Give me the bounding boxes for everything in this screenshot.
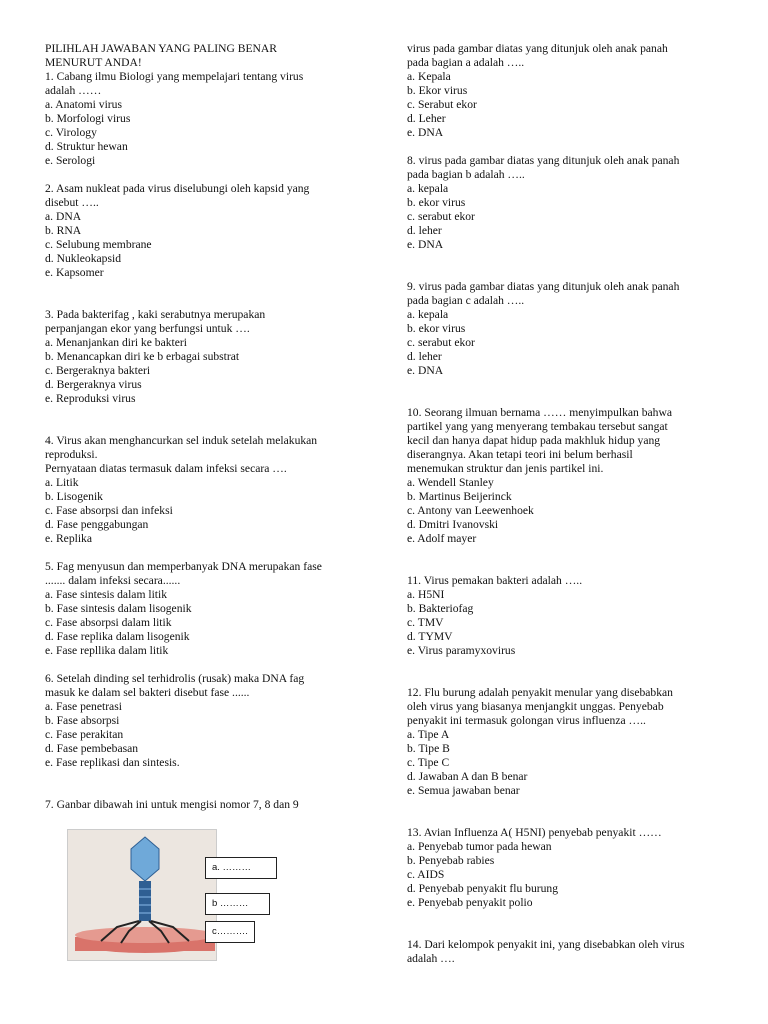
text-line: d. Fase pembebasan xyxy=(45,742,139,755)
text-line: c. Tipe C xyxy=(407,756,450,769)
text-line: menemukan struktur dan jenis partikel ini. xyxy=(407,462,604,475)
text-line: d. Dmitri Ivanovski xyxy=(407,518,499,531)
text-line: a. Kepala xyxy=(407,70,451,83)
text-line: d. Struktur hewan xyxy=(45,140,128,153)
text-line: a. Anatomi virus xyxy=(45,98,122,111)
text-line: b. Bakteriofag xyxy=(407,602,474,615)
text-line xyxy=(45,770,375,784)
text-line: partikel yang yang menyerang tembakau tersebut sangat xyxy=(407,420,668,433)
text-line: d. Nukleokapsid xyxy=(45,252,121,265)
text-line: 12. Flu burung adalah penyakit menular yang disebabkan xyxy=(407,686,673,699)
text-line: a. Litik xyxy=(45,476,79,489)
text-line: a. Penyebab tumor pada hewan xyxy=(407,840,552,853)
text-line: e. DNA xyxy=(407,364,444,377)
bacteriophage-illustration xyxy=(67,829,227,959)
text-line: e. Kapsomer xyxy=(45,266,104,279)
text-line: c. Fase absorpsi dan infeksi xyxy=(45,504,173,517)
text-line: 5. Fag menyusun dan memperbanyak DNA merupakan fase xyxy=(45,560,322,573)
bacteriophage-figure xyxy=(45,829,357,959)
text-line: 11. Virus pemakan bakteri adalah ….. xyxy=(407,574,583,587)
text-line: penyakit ini termasuk golongan virus influenza ….. xyxy=(407,714,646,727)
text-line: a. Fase penetrasi xyxy=(45,700,122,713)
text-line: b. Martinus Beijerinck xyxy=(407,490,512,503)
text-line: e. Reproduksi virus xyxy=(45,392,136,405)
text-line: e. Penyebab penyakit polio xyxy=(407,896,533,909)
text-line xyxy=(407,924,737,938)
text-line: d. Fase penggabungan xyxy=(45,518,149,531)
text-line: 3. Pada bakterifag , kaki serabutnya merupakan xyxy=(45,308,266,321)
text-line: e. Semua jawaban benar xyxy=(407,784,520,797)
text-line: a. DNA xyxy=(45,210,82,223)
text-line: pada bagian a adalah ….. xyxy=(407,56,525,69)
left-column xyxy=(45,42,375,812)
text-line xyxy=(407,672,737,686)
text-line: d. Jawaban A dan B benar xyxy=(407,770,528,783)
text-line: b. ekor virus xyxy=(407,196,466,209)
text-line: MENURUT ANDA! xyxy=(45,56,142,69)
text-line: c. Serabut ekor xyxy=(407,98,477,111)
text-line: c. serabut ekor xyxy=(407,210,475,223)
text-line: pada bagian c adalah ….. xyxy=(407,294,525,307)
text-line: diserangnya. Akan tetapi teori ini belum berhasil xyxy=(407,448,633,461)
text-line: c. Selubung membrane xyxy=(45,238,152,251)
text-line: d. Leher xyxy=(407,112,446,125)
text-line xyxy=(45,406,375,420)
text-line: 10. Seorang ilmuan bernama …… menyimpulkan bahwa xyxy=(407,406,672,419)
text-line: e. DNA xyxy=(407,238,444,251)
text-line xyxy=(407,266,737,280)
label-box-b: b ……… xyxy=(205,893,270,915)
text-line: c. AIDS xyxy=(407,868,445,881)
text-line xyxy=(407,378,737,392)
text-line: 8. virus pada gambar diatas yang ditunjuk oleh anak panah xyxy=(407,154,680,167)
text-line: Pernyataan diatas termasuk dalam infeksi secara …. xyxy=(45,462,287,475)
text-line xyxy=(407,392,737,406)
text-line: b. Ekor virus xyxy=(407,84,468,97)
text-line: d. Fase replika dalam lisogenik xyxy=(45,630,190,643)
text-line: 1. Cabang ilmu Biologi yang mempelajari tentang virus xyxy=(45,70,304,83)
text-line xyxy=(45,420,375,434)
text-line xyxy=(407,812,737,826)
text-line: a. Wendell Stanley xyxy=(407,476,494,489)
text-line: c. Bergeraknya bakteri xyxy=(45,364,151,377)
text-line: b. Fase sintesis dalam lisogenik xyxy=(45,602,192,615)
text-line: pada bagian b adalah ….. xyxy=(407,168,525,181)
text-line: a. kepala xyxy=(407,308,449,321)
text-line: a. H5NI xyxy=(407,588,445,601)
text-line: 7. Ganbar dibawah ini untuk mengisi nomor 7, 8 dan 9 xyxy=(45,798,299,811)
text-line: 2. Asam nukleat pada virus diselubungi oleh kapsid yang xyxy=(45,182,310,195)
text-line: d. TYMV xyxy=(407,630,453,643)
text-line xyxy=(45,280,375,294)
text-line: b. ekor virus xyxy=(407,322,466,335)
text-line xyxy=(45,546,375,560)
text-line: adalah …… xyxy=(45,84,102,97)
text-line: e. Adolf mayer xyxy=(407,532,477,545)
text-line: e. DNA xyxy=(407,126,444,139)
text-line xyxy=(407,546,737,560)
text-line: kecil dan hanya dapat hidup pada makhluk hidup yang xyxy=(407,434,661,447)
text-line: e. Serologi xyxy=(45,154,96,167)
text-line: PILIHLAH JAWABAN YANG PALING BENAR xyxy=(45,42,278,55)
text-line: e. Virus paramyxovirus xyxy=(407,644,516,657)
text-line: ....... dalam infeksi secara...... xyxy=(45,574,181,587)
text-line: b. Morfologi virus xyxy=(45,112,131,125)
text-line: d. leher xyxy=(407,350,442,363)
text-line: c. Fase perakitan xyxy=(45,728,124,741)
right-column xyxy=(407,42,737,966)
text-line: b. Penyebab rabies xyxy=(407,854,495,867)
text-line xyxy=(407,252,737,266)
text-line: virus pada gambar diatas yang ditunjuk oleh anak panah xyxy=(407,42,668,55)
text-line: d. Penyebab penyakit flu burung xyxy=(407,882,559,895)
text-line xyxy=(407,910,737,924)
text-line: b. RNA xyxy=(45,224,82,237)
label-box-a: a. ……… xyxy=(205,857,277,879)
text-line: e. Fase repllika dalam litik xyxy=(45,644,169,657)
text-line: adalah …. xyxy=(407,952,455,965)
text-line: a. Fase sintesis dalam litik xyxy=(45,588,168,601)
text-line: a. Tipe A xyxy=(407,728,450,741)
text-line: c. TMV xyxy=(407,616,444,629)
text-line: masuk ke dalam sel bakteri disebut fase ...... xyxy=(45,686,250,699)
text-line: c. serabut ekor xyxy=(407,336,475,349)
text-line: a. kepala xyxy=(407,182,449,195)
text-line: e. Replika xyxy=(45,532,93,545)
text-line xyxy=(407,798,737,812)
text-line: a. Menanjankan diri ke bakteri xyxy=(45,336,187,349)
text-line xyxy=(45,784,375,798)
text-line: disebut ….. xyxy=(45,196,99,209)
text-line: b. Menancapkan diri ke b erbagai substrat xyxy=(45,350,240,363)
text-line xyxy=(407,560,737,574)
text-line: c. Virology xyxy=(45,126,97,139)
text-line xyxy=(407,140,737,154)
text-line xyxy=(45,294,375,308)
text-line: c. Fase absorpsi dalam litik xyxy=(45,616,172,629)
text-line: 9. virus pada gambar diatas yang ditunjuk oleh anak panah xyxy=(407,280,680,293)
text-line xyxy=(45,168,375,182)
text-line: oleh virus yang biasanya menjangkit unggas. Penyebab xyxy=(407,700,664,713)
text-line: d. leher xyxy=(407,224,442,237)
text-line: reproduksi. xyxy=(45,448,98,461)
text-line: 4. Virus akan menghancurkan sel induk setelah melakukan xyxy=(45,434,318,447)
text-line: 14. Dari kelompok penyakit ini, yang disebabkan oleh virus xyxy=(407,938,685,951)
text-line: 13. Avian Influenza A( H5NI) penyebab penyakit …… xyxy=(407,826,662,839)
text-line xyxy=(407,658,737,672)
label-box-c: c………. xyxy=(205,921,255,943)
text-line: d. Bergeraknya virus xyxy=(45,378,142,391)
text-line: e. Fase replikasi dan sintesis. xyxy=(45,756,180,769)
text-line: b. Lisogenik xyxy=(45,490,103,503)
text-line: b. Fase absorpsi xyxy=(45,714,120,727)
text-line xyxy=(45,658,375,672)
text-line: 6. Setelah dinding sel terhidrolis (rusak) maka DNA fag xyxy=(45,672,305,685)
text-line: perpanjangan ekor yang berfungsi untuk …. xyxy=(45,322,250,335)
text-line: b. Tipe B xyxy=(407,742,450,755)
text-line: c. Antony van Leewenhoek xyxy=(407,504,534,517)
